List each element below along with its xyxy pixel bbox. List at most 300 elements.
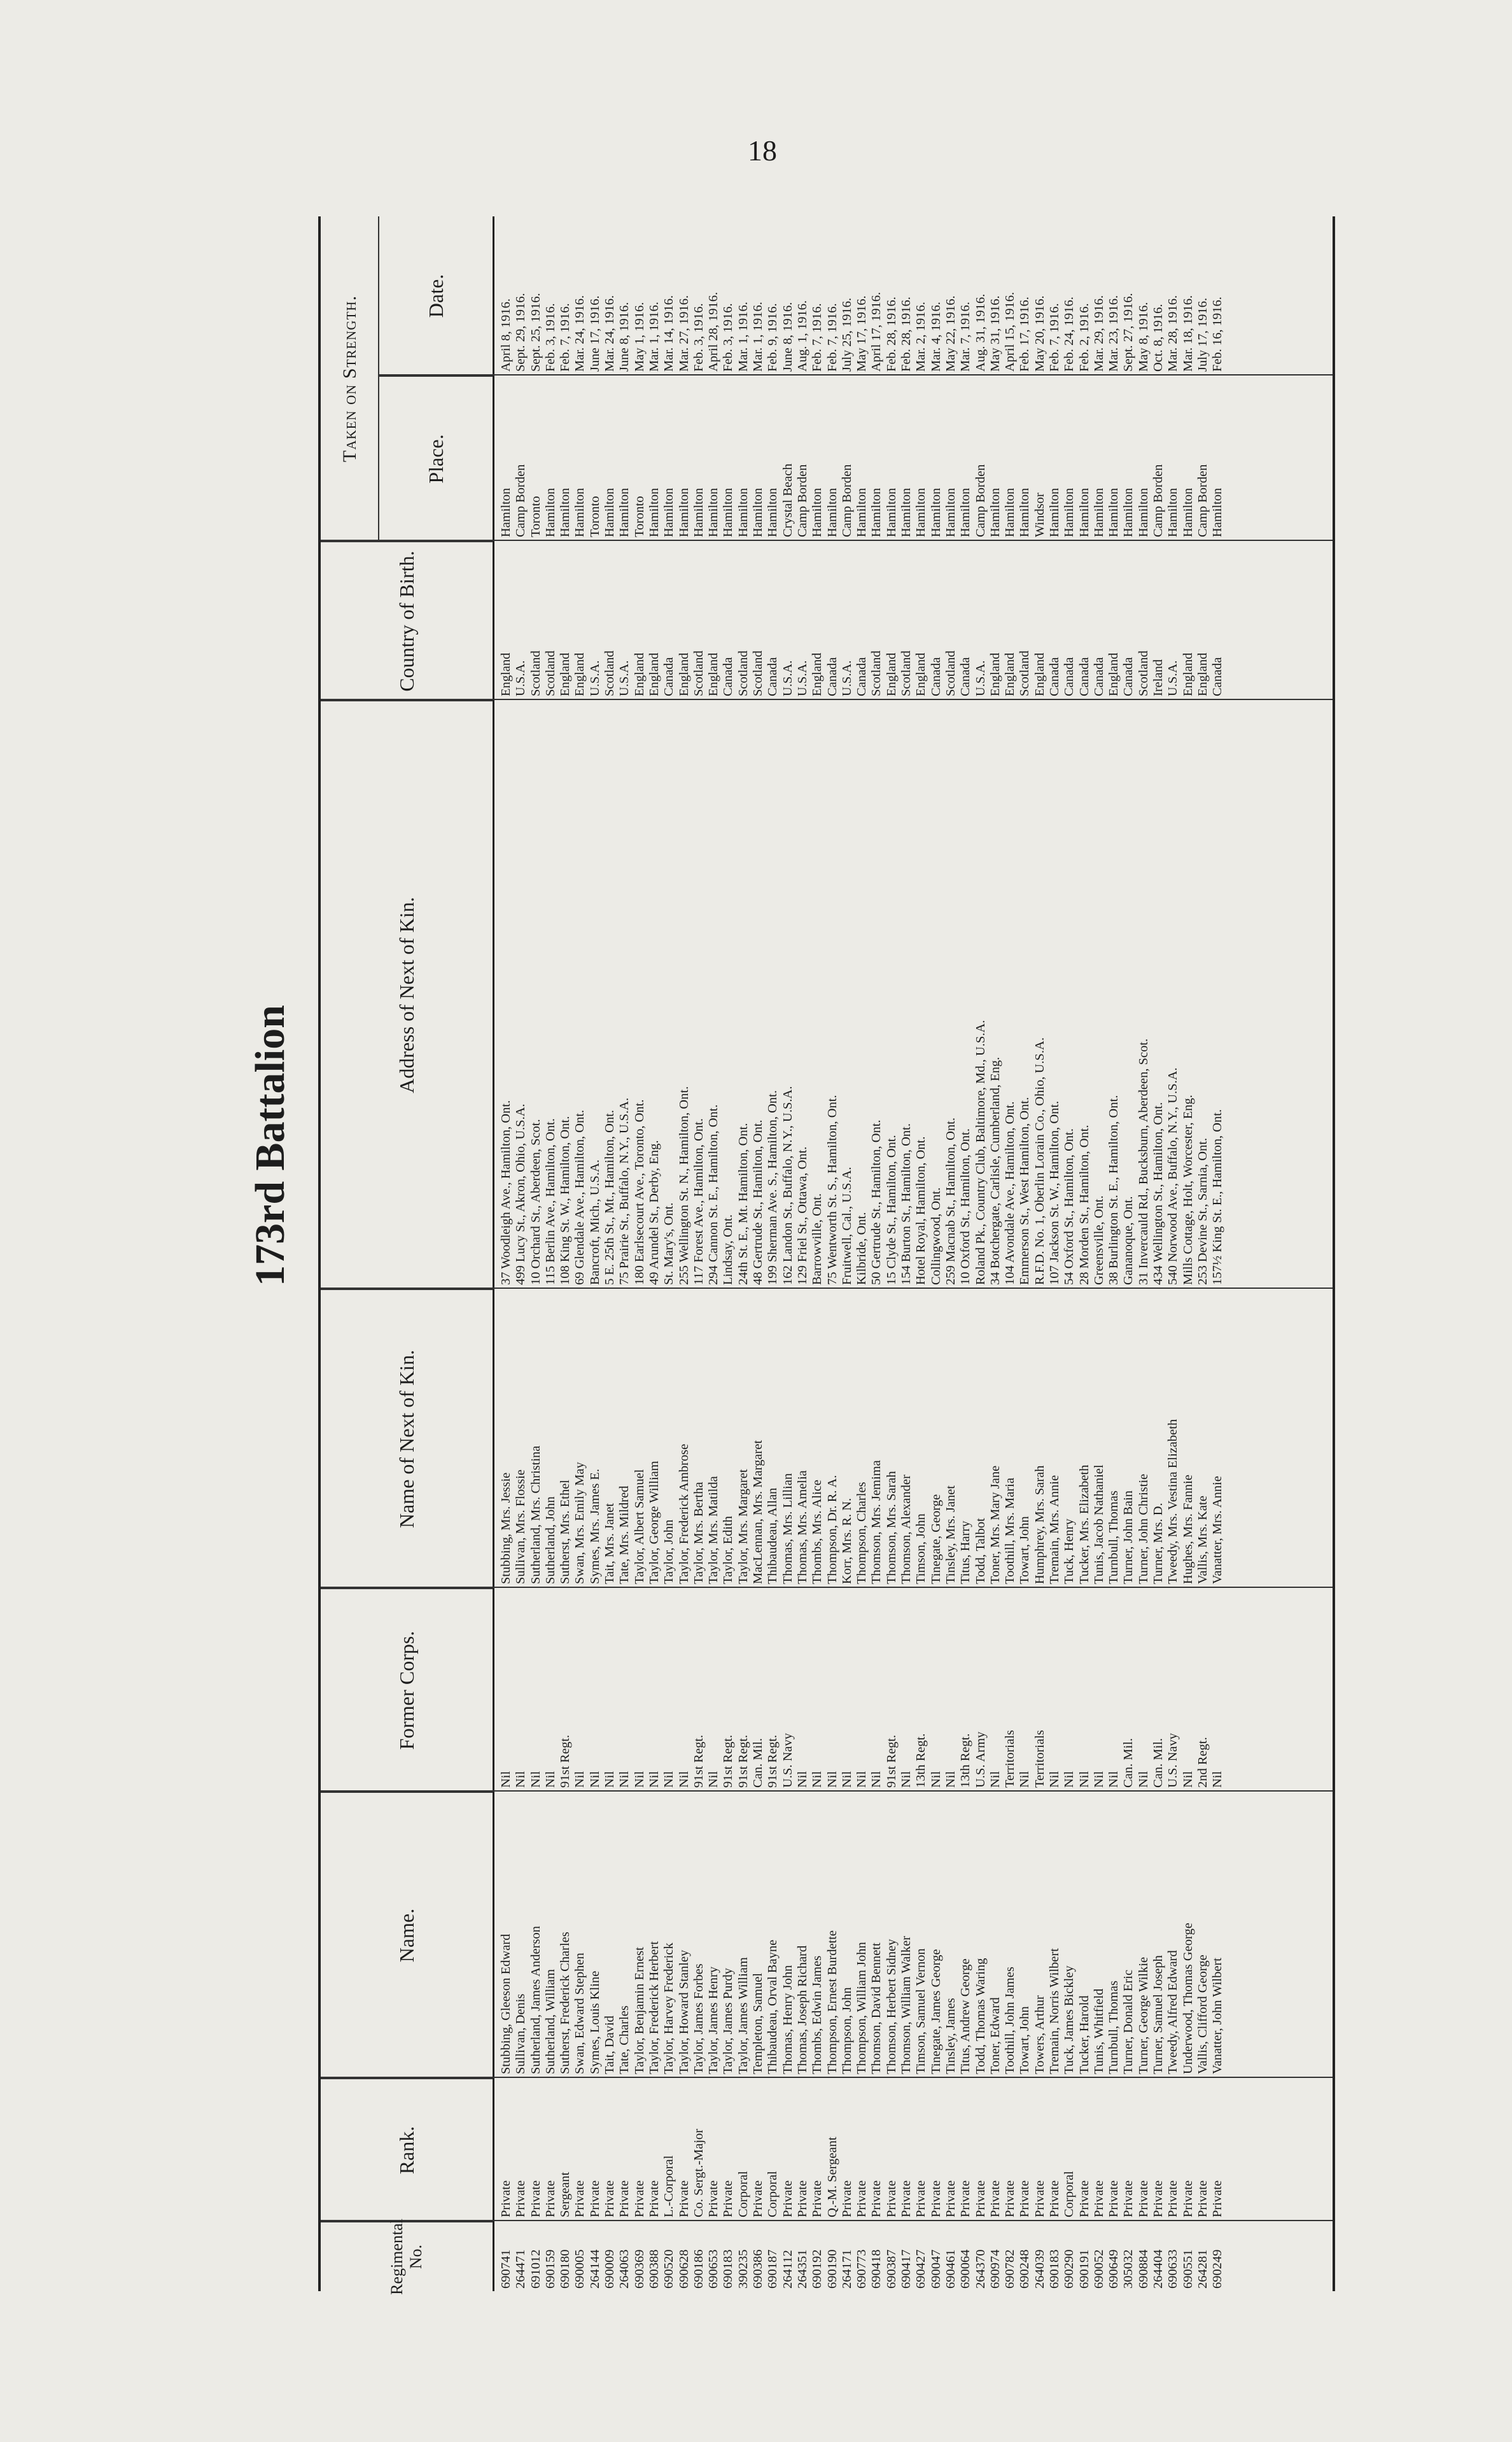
- date-cell: Feb. 16, 1916.: [1210, 297, 1225, 372]
- name-cell: Underwood, Thomas George: [1180, 1923, 1195, 2074]
- table-row: [692, 216, 706, 2291]
- rank-cell: Private: [1136, 2180, 1151, 2217]
- regimental-no-cell: 690418: [869, 2249, 884, 2289]
- date-cell: May 31, 1916.: [988, 295, 1002, 372]
- header-rank: Rank.: [321, 2078, 493, 2221]
- address-cell: Fruitwell, Cal., U.S.A.: [839, 1167, 854, 1285]
- header-name: Name.: [321, 1792, 493, 2078]
- regimental-no-cell: 690005: [573, 2249, 587, 2289]
- next-of-kin-cell: Thomson, Alexander: [899, 1475, 914, 1584]
- rank-cell: Private: [855, 2180, 869, 2217]
- former-corps-cell: U.S. Navy: [1166, 1733, 1180, 1788]
- table-row: [1210, 216, 1225, 2291]
- place-cell: Hamilton: [1121, 488, 1136, 537]
- place-cell: Hamilton: [691, 488, 706, 537]
- country-cell: England: [884, 652, 899, 696]
- former-corps-cell: Nil: [1062, 1771, 1077, 1788]
- address-cell: 75 Wentworth St. S., Hamilton, Ont.: [825, 1095, 839, 1285]
- former-corps-cell: Nil: [514, 1771, 528, 1788]
- country-cell: England: [676, 652, 691, 696]
- date-cell: Sept. 25, 1916.: [528, 293, 543, 372]
- place-cell: Hamilton: [1180, 488, 1195, 537]
- former-corps-cell: 13th Regt.: [914, 1733, 928, 1788]
- regimental-no-cell: 690186: [691, 2249, 706, 2289]
- date-cell: Aug. 31, 1916.: [973, 293, 988, 372]
- next-of-kin-cell: Humphrey, Mrs. Sarah: [1032, 1465, 1047, 1584]
- regimental-no-cell: 690974: [988, 2249, 1002, 2289]
- country-cell: England: [914, 652, 928, 696]
- name-cell: Taylor, James William: [736, 1957, 750, 2074]
- table-row: [810, 216, 825, 2291]
- name-cell: Sullivan, Denis: [514, 1993, 528, 2074]
- table-row: [825, 216, 840, 2291]
- country-cell: England: [632, 652, 647, 696]
- table-row: [1181, 216, 1196, 2291]
- next-of-kin-cell: Stubbing, Mrs. Jessie: [499, 1472, 513, 1584]
- regimental-no-cell: 305032: [1121, 2249, 1136, 2289]
- country-cell: England: [647, 652, 661, 696]
- place-cell: Hamilton: [1047, 488, 1061, 537]
- date-cell: Feb. 7, 1916.: [825, 303, 839, 372]
- next-of-kin-cell: Tinsley, Mrs. Janet: [943, 1485, 958, 1584]
- name-cell: Thomson, David Bennett: [869, 1942, 884, 2074]
- next-of-kin-cell: Sullivan, Mrs. Flossie: [514, 1470, 528, 1584]
- date-cell: Feb. 7, 1916.: [558, 303, 573, 372]
- date-cell: June 17, 1916.: [587, 295, 602, 372]
- date-cell: July 17, 1916.: [1195, 297, 1210, 372]
- regimental-no-cell: 264144: [587, 2249, 602, 2289]
- place-cell: Camp Borden: [839, 464, 854, 537]
- date-cell: Mar. 2, 1916.: [914, 302, 928, 372]
- address-cell: Bancroft, Mich., U.S.A.: [587, 1159, 602, 1285]
- former-corps-cell: Nil: [706, 1771, 721, 1788]
- regimental-no-cell: 690187: [766, 2249, 780, 2289]
- table-row: [633, 216, 647, 2291]
- address-cell: 38 Burlington St. E., Hamilton, Ont.: [1107, 1095, 1121, 1285]
- former-corps-cell: Can. Mil.: [1121, 1737, 1136, 1788]
- place-cell: Hamilton: [1136, 488, 1151, 537]
- address-cell: 5 E. 25th St., Mt., Hamilton, Ont.: [603, 1109, 617, 1285]
- country-cell: Scotland: [899, 650, 914, 696]
- regimental-no-cell: 690064: [958, 2249, 973, 2289]
- header-rule: [493, 216, 494, 2291]
- address-cell: 180 Earlsecourt Ave., Toronto, Ont.: [632, 1099, 647, 1285]
- country-cell: U.S.A.: [795, 660, 809, 696]
- place-cell: Hamilton: [647, 488, 661, 537]
- table-row: [736, 216, 751, 2291]
- date-cell: Feb. 9, 1916.: [766, 303, 780, 372]
- rank-cell: L.-Corporal: [662, 2155, 676, 2217]
- next-of-kin-cell: Tremain, Mrs. Annie: [1047, 1475, 1061, 1584]
- address-cell: Emmerson St., West Hamilton, Ont.: [1018, 1097, 1032, 1285]
- rank-cell: Private: [1091, 2180, 1106, 2217]
- date-cell: Oct. 8, 1916.: [1151, 304, 1166, 372]
- address-cell: Gananoque, Ont.: [1121, 1196, 1136, 1285]
- regimental-no-cell: 690741: [499, 2249, 513, 2289]
- date-cell: Mar. 1, 1916.: [751, 302, 766, 372]
- regimental-no-cell: 690290: [1062, 2249, 1077, 2289]
- rank-cell: Private: [810, 2180, 825, 2217]
- country-cell: Scotland: [543, 650, 557, 696]
- address-cell: 10 Orchard St., Aberdeen, Scot.: [528, 1119, 543, 1285]
- name-cell: Swan, Edward Stephen: [573, 1953, 587, 2074]
- date-cell: May 17, 1916.: [855, 295, 869, 372]
- former-corps-cell: Nil: [795, 1771, 809, 1788]
- address-cell: 34 Botchergate, Carlisle, Cumberland, Eng.: [988, 1056, 1002, 1285]
- name-cell: Toner, Edward: [988, 1997, 1002, 2074]
- country-cell: England: [558, 652, 573, 696]
- country-cell: England: [706, 652, 721, 696]
- name-cell: Sutherland, William: [543, 1968, 557, 2074]
- former-corps-cell: Nil: [1091, 1771, 1106, 1788]
- place-cell: Hamilton: [855, 488, 869, 537]
- table-row: [869, 216, 884, 2291]
- name-cell: Titus, Andrew George: [958, 1958, 973, 2074]
- table-row: [766, 216, 780, 2291]
- address-cell: Mills Cottage, Holt, Worcester, Eng.: [1180, 1095, 1195, 1285]
- header-address: Address of Next of Kin.: [321, 700, 493, 1289]
- table-row: [529, 216, 543, 2291]
- former-corps-cell: Nil: [1077, 1771, 1091, 1788]
- country-cell: Canada: [766, 657, 780, 696]
- former-corps-cell: Nil: [573, 1771, 587, 1788]
- name-cell: Tweedy, Alfred Edward: [1166, 1950, 1180, 2074]
- place-cell: Hamilton: [1107, 488, 1121, 537]
- next-of-kin-cell: Tait, Mrs. Janet: [603, 1503, 617, 1584]
- date-cell: Feb. 3, 1916.: [721, 303, 736, 372]
- regimental-no-cell: 690052: [1091, 2249, 1106, 2289]
- next-of-kin-cell: Taylor, Albert Samuel: [632, 1469, 647, 1584]
- date-cell: Aug. 1, 1916.: [795, 300, 809, 372]
- address-cell: 104 Avondale Ave., Hamilton, Ont.: [1003, 1101, 1018, 1285]
- next-of-kin-cell: Tunis, Jacob Nathaniel: [1091, 1464, 1106, 1584]
- place-cell: Camp Borden: [973, 464, 988, 537]
- address-cell: 50 Gertrude St., Hamilton, Ont.: [869, 1119, 884, 1285]
- place-cell: Camp Borden: [1195, 464, 1210, 537]
- country-cell: Canada: [1047, 657, 1061, 696]
- header-taken-on-strength: Taken on Strength.: [321, 216, 379, 541]
- regimental-no-cell: 690520: [662, 2249, 676, 2289]
- date-cell: April 15, 1916.: [1003, 291, 1018, 372]
- country-cell: England: [1107, 652, 1121, 696]
- address-cell: St. Mary's, Ont.: [662, 1202, 676, 1285]
- place-cell: Hamilton: [928, 488, 943, 537]
- date-cell: Feb. 24, 1916.: [1062, 297, 1077, 372]
- address-cell: 253 Devine St., Sarnia, Ont.: [1195, 1137, 1210, 1285]
- next-of-kin-cell: Thomson, Mrs. Sarah: [884, 1471, 899, 1584]
- roster-rows: [499, 216, 1226, 2291]
- name-cell: Turner, Donald Eric: [1121, 1969, 1136, 2074]
- former-corps-cell: 13th Regt.: [958, 1733, 973, 1788]
- regimental-no-cell: 690180: [558, 2249, 573, 2289]
- date-cell: Feb. 3, 1916.: [543, 303, 557, 372]
- date-cell: June 8, 1916.: [780, 302, 795, 372]
- date-cell: Sept. 27, 1916.: [1121, 293, 1136, 372]
- rank-cell: Private: [884, 2180, 899, 2217]
- place-cell: Hamilton: [662, 488, 676, 537]
- address-cell: Collingwood, Ont.: [928, 1187, 943, 1285]
- rank-cell: Private: [706, 2180, 721, 2217]
- country-cell: Scotland: [943, 650, 958, 696]
- former-corps-cell: Nil: [1136, 1771, 1151, 1788]
- date-cell: May 8, 1916.: [1136, 302, 1151, 372]
- date-cell: Feb. 28, 1916.: [884, 297, 899, 372]
- place-cell: Crystal Beach: [780, 463, 795, 537]
- next-of-kin-cell: Turnbull, Thomas: [1107, 1491, 1121, 1584]
- next-of-kin-cell: Turner, Mrs. D.: [1151, 1503, 1166, 1584]
- table-row: [1047, 216, 1062, 2291]
- rank-cell: Private: [943, 2180, 958, 2217]
- date-cell: Mar. 7, 1916.: [958, 302, 973, 372]
- country-cell: Canada: [1210, 657, 1225, 696]
- table-row: [974, 216, 988, 2291]
- address-cell: Hotel Royal, Hamilton, Ont.: [914, 1136, 928, 1285]
- table-row: [558, 216, 573, 2291]
- name-cell: Thompson, William John: [855, 1942, 869, 2074]
- country-cell: U.S.A.: [617, 660, 632, 696]
- next-of-kin-cell: Taylor, George William: [647, 1461, 661, 1584]
- country-cell: England: [1195, 652, 1210, 696]
- next-of-kin-cell: Taylor, Mrs. Bertha: [691, 1482, 706, 1584]
- place-cell: Hamilton: [721, 488, 736, 537]
- header-date: Date.: [424, 274, 447, 318]
- country-cell: England: [573, 652, 587, 696]
- name-cell: Tremain, Norris Wilbert: [1047, 1948, 1061, 2074]
- address-cell: 69 Glendale Ave., Hamilton, Ont.: [573, 1109, 587, 1285]
- rank-cell: Private: [1210, 2180, 1225, 2217]
- table-row: [706, 216, 721, 2291]
- country-cell: Scotland: [751, 650, 766, 696]
- name-cell: Vallis, Clifford George: [1195, 1954, 1210, 2074]
- place-cell: Hamilton: [766, 488, 780, 537]
- date-cell: July 25, 1916.: [839, 297, 854, 372]
- table-row: [1166, 216, 1180, 2291]
- former-corps-cell: Can. Mil.: [751, 1737, 766, 1788]
- regimental-no-cell: 264112: [780, 2250, 795, 2289]
- table-row: [603, 216, 617, 2291]
- former-corps-cell: Nil: [617, 1771, 632, 1788]
- place-cell: Camp Borden: [1151, 464, 1166, 537]
- former-corps-cell: 91st Regt.: [721, 1734, 736, 1788]
- place-cell: Hamilton: [884, 488, 899, 537]
- former-corps-cell: Nil: [1210, 1771, 1225, 1788]
- date-cell: Feb. 7, 1916.: [1047, 303, 1061, 372]
- date-cell: April 8, 1916.: [499, 298, 513, 372]
- next-of-kin-cell: Thomas, Mrs. Lillian: [780, 1473, 795, 1584]
- former-corps-cell: Nil: [499, 1771, 513, 1788]
- address-cell: 434 Wellington St., Hamilton, Ont.: [1151, 1102, 1166, 1285]
- country-cell: U.S.A.: [587, 660, 602, 696]
- name-cell: Tinegate, James George: [928, 1949, 943, 2074]
- former-corps-cell: Nil: [810, 1771, 825, 1788]
- rank-cell: Private: [1107, 2180, 1121, 2217]
- country-cell: England: [1032, 652, 1047, 696]
- table-row: [1018, 216, 1032, 2291]
- name-cell: Taylor, Benjamin Ernest: [632, 1947, 647, 2074]
- address-cell: 37 Woodleigh Ave., Hamilton, Ont.: [499, 1100, 513, 1285]
- regimental-no-cell: 690387: [884, 2249, 899, 2289]
- regimental-no-cell: 690191: [1077, 2249, 1091, 2289]
- date-cell: Feb. 17, 1916.: [1018, 297, 1032, 372]
- former-corps-cell: 2nd Regt.: [1195, 1737, 1210, 1788]
- next-of-kin-cell: Taylor, John: [662, 1519, 676, 1584]
- former-corps-cell: Nil: [928, 1771, 943, 1788]
- name-cell: Tinsley, James: [943, 1998, 958, 2074]
- next-of-kin-cell: Thomson, Mrs. Jemima: [869, 1460, 884, 1584]
- regimental-no-cell: 690047: [928, 2249, 943, 2289]
- date-cell: May 20, 1916.: [1032, 295, 1047, 372]
- table-row: [795, 216, 810, 2291]
- table-row: [721, 216, 736, 2291]
- place-cell: Hamilton: [914, 488, 928, 537]
- name-cell: Thomas, Joseph Richard: [795, 1945, 809, 2074]
- address-cell: 24th St. E., Mt. Hamilton, Ont.: [736, 1123, 750, 1285]
- name-cell: Sutherst, Frederick Charles: [558, 1932, 573, 2074]
- rank-cell: Private: [780, 2180, 795, 2217]
- former-corps-cell: Nil: [855, 1771, 869, 1788]
- next-of-kin-cell: Symes, Mrs. James E.: [587, 1468, 602, 1584]
- regimental-no-cell: 264351: [795, 2249, 809, 2289]
- date-cell: Feb. 3, 1916.: [691, 303, 706, 372]
- next-of-kin-cell: Korr, Mrs. R. N.: [839, 1498, 854, 1584]
- table-row: [617, 216, 632, 2291]
- next-of-kin-cell: Hughes, Mrs. Fannie: [1180, 1475, 1195, 1584]
- rank-cell: Private: [721, 2180, 736, 2217]
- country-cell: U.S.A.: [973, 660, 988, 696]
- name-cell: Thibaudeau, Orval Bayne: [766, 1939, 780, 2074]
- name-cell: Towers, Arthur: [1032, 1995, 1047, 2074]
- name-cell: Vanatter, John Wilbert: [1210, 1958, 1225, 2074]
- name-cell: Turnbull, Thomas: [1107, 1981, 1121, 2074]
- rank-cell: Private: [647, 2180, 661, 2217]
- rank-cell: Private: [573, 2180, 587, 2217]
- header-former-corps: Former Corps.: [321, 1588, 493, 1792]
- rank-cell: Private: [1166, 2180, 1180, 2217]
- next-of-kin-cell: Tate, Mrs. Mildred: [617, 1485, 632, 1584]
- place-cell: Hamilton: [617, 488, 632, 537]
- rank-cell: Private: [958, 2180, 973, 2217]
- next-of-kin-cell: Taylor, Mrs. Margaret: [736, 1469, 750, 1584]
- country-cell: Ireland: [1151, 659, 1166, 696]
- table-row: [781, 216, 795, 2291]
- address-cell: 162 Landon St., Buffalo, N.Y., U.S.A.: [780, 1086, 795, 1285]
- rank-cell: Private: [1032, 2180, 1047, 2217]
- date-cell: Mar. 1, 1916.: [647, 302, 661, 372]
- former-corps-cell: Nil: [632, 1771, 647, 1788]
- name-cell: Thomson, Herbert Sidney: [884, 1939, 899, 2074]
- rank-cell: Private: [1195, 2180, 1210, 2217]
- rank-cell: Private: [1180, 2180, 1195, 2217]
- next-of-kin-cell: Sutherst, Mrs. Ethel: [558, 1480, 573, 1584]
- next-of-kin-cell: Sutherland, John: [543, 1496, 557, 1584]
- former-corps-cell: U.S. Army: [973, 1731, 988, 1788]
- name-cell: Toothill, John James: [1003, 1967, 1018, 2074]
- name-cell: Turner, Samuel Joseph: [1151, 1955, 1166, 2074]
- regimental-no-cell: 690417: [899, 2249, 914, 2289]
- country-cell: Scotland: [603, 650, 617, 696]
- address-cell: 157½ King St. E., Hamilton, Ont.: [1210, 1109, 1225, 1285]
- next-of-kin-cell: Turner, John Bain: [1121, 1490, 1136, 1584]
- next-of-kin-cell: Tuck, Henry: [1062, 1519, 1077, 1584]
- table-row: [1137, 216, 1151, 2291]
- address-cell: 117 Forest Ave., Hamilton, Ont.: [691, 1118, 706, 1285]
- rank-cell: Private: [1018, 2180, 1032, 2217]
- address-cell: Barrowville, Ont.: [810, 1193, 825, 1285]
- name-cell: Thompson, Ernest Burdette: [825, 1930, 839, 2074]
- place-cell: Hamilton: [1210, 488, 1225, 537]
- next-of-kin-cell: Tinegate, George: [928, 1494, 943, 1584]
- former-corps-cell: Nil: [1180, 1771, 1195, 1788]
- country-cell: Scotland: [528, 650, 543, 696]
- rank-cell: Private: [528, 2180, 543, 2217]
- rank-cell: Private: [632, 2180, 647, 2217]
- place-cell: Hamilton: [1077, 488, 1091, 537]
- rank-cell: Private: [914, 2180, 928, 2217]
- address-cell: 107 Jackson St. W., Hamilton, Ont.: [1047, 1100, 1061, 1285]
- regimental-no-cell: 264370: [973, 2249, 988, 2289]
- country-cell: Scotland: [869, 650, 884, 696]
- next-of-kin-cell: Swan, Mrs. Emily May: [573, 1462, 587, 1584]
- header-regimental-no: Regimental No.: [321, 2221, 493, 2291]
- name-cell: Taylor, James Henry: [706, 1966, 721, 2074]
- rank-cell: Private: [603, 2180, 617, 2217]
- place-cell: Hamilton: [825, 488, 839, 537]
- name-cell: Sutherland, James Anderson: [528, 1926, 543, 2074]
- rank-cell: Private: [928, 2180, 943, 2217]
- place-cell: Hamilton: [499, 488, 513, 537]
- rank-cell: Private: [1077, 2180, 1091, 2217]
- next-of-kin-cell: Taylor, Mrs. Matilda: [706, 1476, 721, 1584]
- former-corps-cell: Nil: [543, 1771, 557, 1788]
- former-corps-cell: Nil: [587, 1771, 602, 1788]
- name-cell: Taylor, Harvey Frederick: [662, 1942, 676, 2074]
- rank-cell: Corporal: [736, 2171, 750, 2217]
- place-cell: Hamilton: [603, 488, 617, 537]
- address-cell: 31 Invercauld Rd., Bucksburn, Aberdeen, Scot.: [1136, 1038, 1151, 1285]
- date-cell: Feb. 7, 1916.: [810, 303, 825, 372]
- rank-cell: Private: [1121, 2180, 1136, 2217]
- regimental-no-cell: 690628: [676, 2249, 691, 2289]
- former-corps-cell: Nil: [825, 1771, 839, 1788]
- date-cell: Mar. 28, 1916.: [1166, 295, 1180, 372]
- country-cell: Scotland: [691, 650, 706, 696]
- next-of-kin-cell: Thibaudeau, Allan: [766, 1487, 780, 1584]
- header-next-of-kin: Name of Next of Kin.: [321, 1289, 493, 1588]
- name-cell: Timson, Samuel Vernon: [914, 1948, 928, 2074]
- regimental-no-cell: 690183: [1047, 2249, 1061, 2289]
- former-corps-cell: Nil: [943, 1771, 958, 1788]
- former-corps-cell: 91st Regt.: [884, 1734, 899, 1788]
- name-cell: Taylor, Howard Stanley: [676, 1949, 691, 2074]
- rank-cell: Private: [587, 2180, 602, 2217]
- place-cell: Hamilton: [1166, 488, 1180, 537]
- country-cell: Scotland: [1136, 650, 1151, 696]
- date-cell: May 1, 1916.: [632, 302, 647, 372]
- rank-cell: Co. Sergt.-Major: [691, 2128, 706, 2217]
- next-of-kin-cell: Thompson, Charles: [855, 1482, 869, 1584]
- regimental-no-cell: 264063: [617, 2249, 632, 2289]
- rank-cell: Corporal: [1062, 2171, 1077, 2217]
- country-cell: Scotland: [1018, 650, 1032, 696]
- address-cell: 15 Clyde St., Hamilton, Ont.: [884, 1135, 899, 1285]
- regimental-no-cell: 691012: [528, 2249, 543, 2289]
- place-cell: Toronto: [632, 496, 647, 537]
- rank-cell: Private: [795, 2180, 809, 2217]
- former-corps-cell: Nil: [647, 1771, 661, 1788]
- former-corps-cell: 91st Regt.: [558, 1734, 573, 1788]
- country-cell: England: [1003, 652, 1018, 696]
- rank-cell: Private: [514, 2180, 528, 2217]
